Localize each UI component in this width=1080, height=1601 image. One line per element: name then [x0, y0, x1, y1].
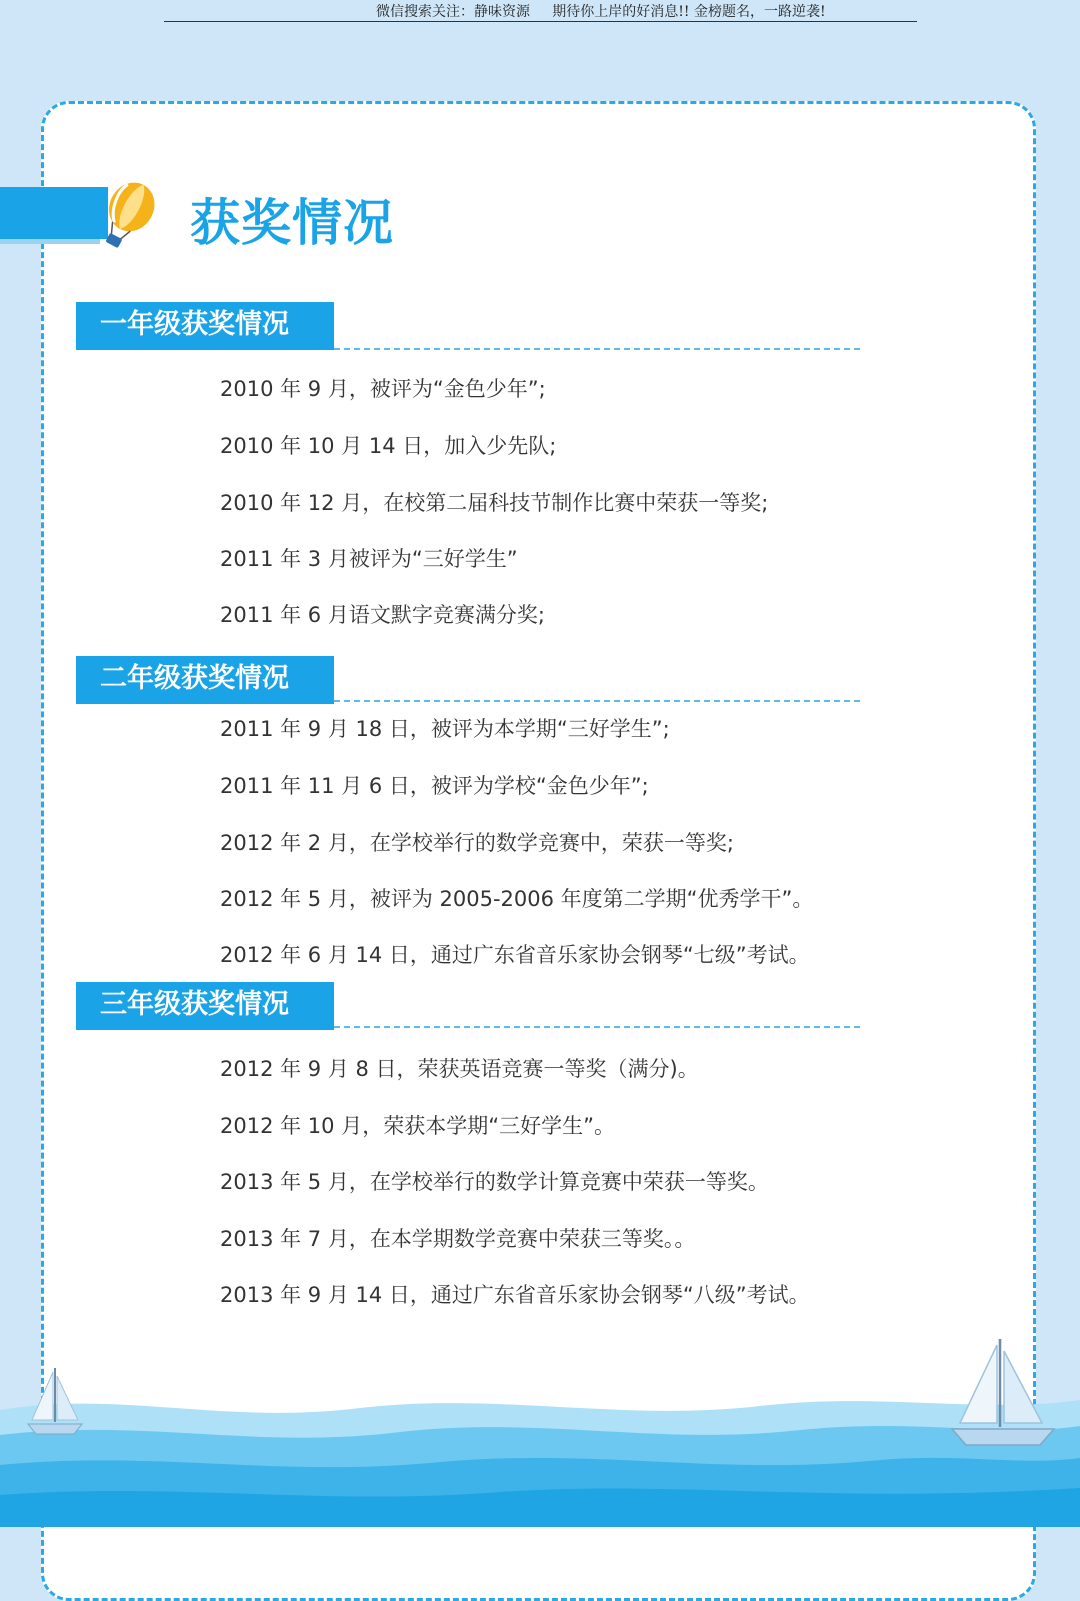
award-item: 2012 年 6 月 14 日，通过广东省音乐家协会钢琴“七级”考试。 [220, 943, 810, 967]
section-heading-grade-1: 一年级获奖情况 [76, 302, 334, 350]
section-divider [334, 348, 860, 350]
section-heading-grade-2: 二年级获奖情况 [76, 656, 334, 704]
award-item: 2013 年 5 月，在学校举行的数学计算竞赛中荣获一等奖。 [220, 1170, 769, 1194]
award-item: 2011 年 11 月 6 日，被评为学校“金色少年”; [220, 774, 649, 798]
award-item: 2012 年 5 月，被评为 2005-2006 年度第二学期“优秀学干”。 [220, 887, 814, 911]
award-item: 2013 年 9 月 14 日，通过广东省音乐家协会钢琴“八级”考试。 [220, 1283, 810, 1307]
award-item: 2010 年 10 月 14 日，加入少先队; [220, 434, 557, 458]
waves-decoration [0, 1380, 1080, 1527]
page-title: 获奖情况 [190, 194, 394, 252]
section-heading-grade-3: 三年级获奖情况 [76, 982, 334, 1030]
award-item: 2011 年 3 月被评为“三好学生” [220, 547, 518, 571]
award-item: 2012 年 2 月，在学校举行的数学竞赛中，荣获一等奖; [220, 831, 734, 855]
sailboat-icon [22, 1364, 88, 1440]
title-accent-shadow [0, 239, 100, 244]
award-item: 2012 年 9 月 8 日，荣获英语竞赛一等奖（满分)。 [220, 1057, 699, 1081]
top-notice-rule [164, 21, 917, 22]
award-item: 2010 年 12 月，在校第二届科技节制作比赛中荣获一等奖; [220, 491, 769, 515]
top-notice [0, 0, 1080, 24]
award-item: 2010 年 9 月，被评为“金色少年”; [220, 377, 546, 401]
sailboat-icon [948, 1335, 1058, 1455]
hot-air-balloon-icon [88, 176, 168, 256]
award-item: 2011 年 9 月 18 日，被评为本学期“三好学生”; [220, 717, 670, 741]
section-divider [334, 700, 860, 702]
award-item: 2013 年 7 月，在本学期数学竞赛中荣获三等奖。。 [220, 1227, 696, 1251]
section-divider [334, 1026, 860, 1028]
award-item: 2011 年 6 月语文默字竞赛满分奖; [220, 603, 545, 627]
award-item: 2012 年 10 月，荣获本学期“三好学生”。 [220, 1114, 615, 1138]
top-notice-text: 微信搜索关注：静味资源 期待你上岸的好消息!! 金榜题名，一路逆袭! [376, 4, 826, 20]
